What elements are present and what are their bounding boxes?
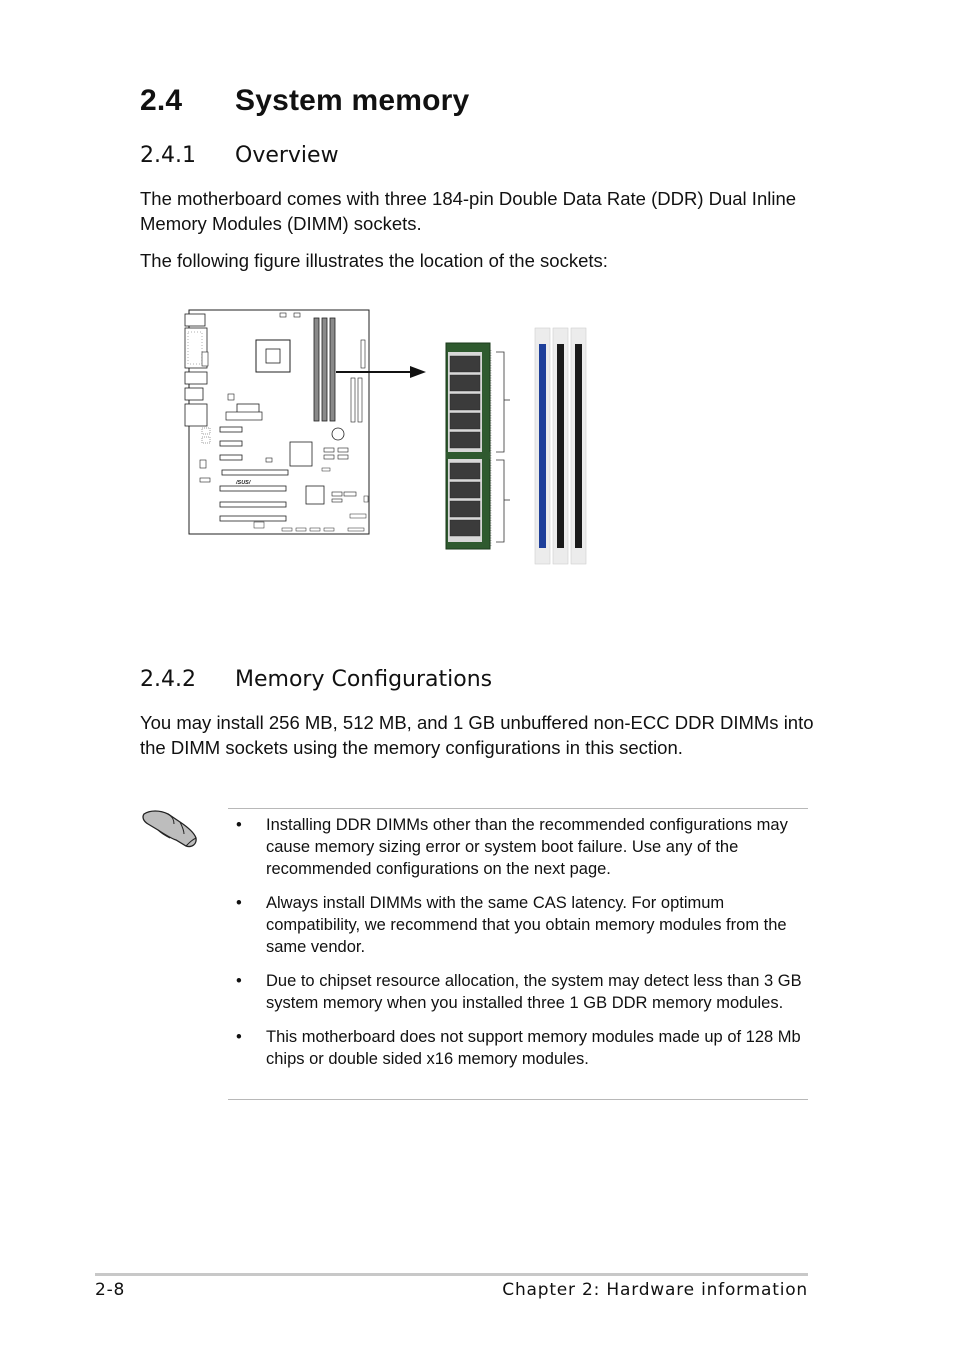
board-dimm-socket-3 [330, 318, 335, 421]
memory-config-number: 2.4.2 [140, 667, 196, 692]
memory-config-paragraph: You may install 256 MB, 512 MB, and 1 GB unbuffered non-ECC DDR DIMMs into the DIMM sockets using the memory configurations in this section. [140, 712, 814, 758]
bullet-glyph: • [236, 1028, 242, 1046]
bullet-glyph: • [236, 894, 242, 912]
hand-pointing-icon [140, 804, 202, 850]
footer-rule [95, 1273, 808, 1276]
bullet-glyph: • [236, 816, 242, 834]
dimm-location-figure [180, 300, 620, 580]
section-number: 2.4 [140, 84, 183, 117]
note-bullet-item [228, 892, 808, 958]
note-top-rule [228, 808, 808, 809]
board-logo: /SUS/ [236, 480, 251, 486]
note-bottom-rule [228, 1099, 808, 1100]
note-bullet-text: Always install DIMMs with the same CAS latency. For optimum compatibility, we recommend that you obtain memory modules from the same vendor. [266, 894, 787, 956]
section-title: System memory [235, 84, 470, 117]
dimm-module [446, 343, 510, 549]
overview-heading [140, 143, 339, 168]
overview-number: 2.4.1 [140, 143, 196, 168]
board-dimm-socket-1 [314, 318, 319, 421]
dimm-sockets [535, 328, 586, 564]
note-bullet-text: Due to chipset resource allocation, the system may detect less than 3 GB system memory when you installed three 1 GB DDR memory modules. [266, 972, 802, 1012]
page-number: 2-8 [95, 1280, 126, 1300]
note-bullet-item [228, 1026, 808, 1070]
overview-paragraph-1: The motherboard comes with three 184-pin Double Data Rate (DDR) Dual Inline Memory Modules (DIMM) sockets. [140, 188, 797, 234]
pointer-arrow-head [410, 366, 426, 378]
overview-title: Overview [235, 143, 339, 168]
note-bullet-list [228, 814, 808, 1082]
memory-config-title: Memory Configurations [235, 667, 493, 692]
section-heading [140, 84, 469, 118]
dimm-socket-1-slot [539, 344, 546, 548]
board-dimm-socket-2 [322, 318, 327, 421]
dimm-socket-2-slot [557, 344, 564, 548]
note-bullet-item [228, 814, 808, 880]
note-bullet-text: Installing DDR DIMMs other than the recommended configurations may cause memory sizing error or system boot failure. Use any of the recommended configurations on the next page. [266, 816, 788, 878]
note-bullet-item [228, 970, 808, 1014]
overview-paragraph-2: The following figure illustrates the location of the sockets: [140, 250, 608, 271]
note-bullet-text: This motherboard does not support memory modules made up of 128 Mb chips or double sided x16 memory modules. [266, 1028, 801, 1068]
bullet-glyph: • [236, 972, 242, 990]
dimm-socket-3-slot [575, 344, 582, 548]
memory-config-heading [140, 667, 492, 692]
chapter-title: Chapter 2: Hardware information [502, 1280, 808, 1300]
